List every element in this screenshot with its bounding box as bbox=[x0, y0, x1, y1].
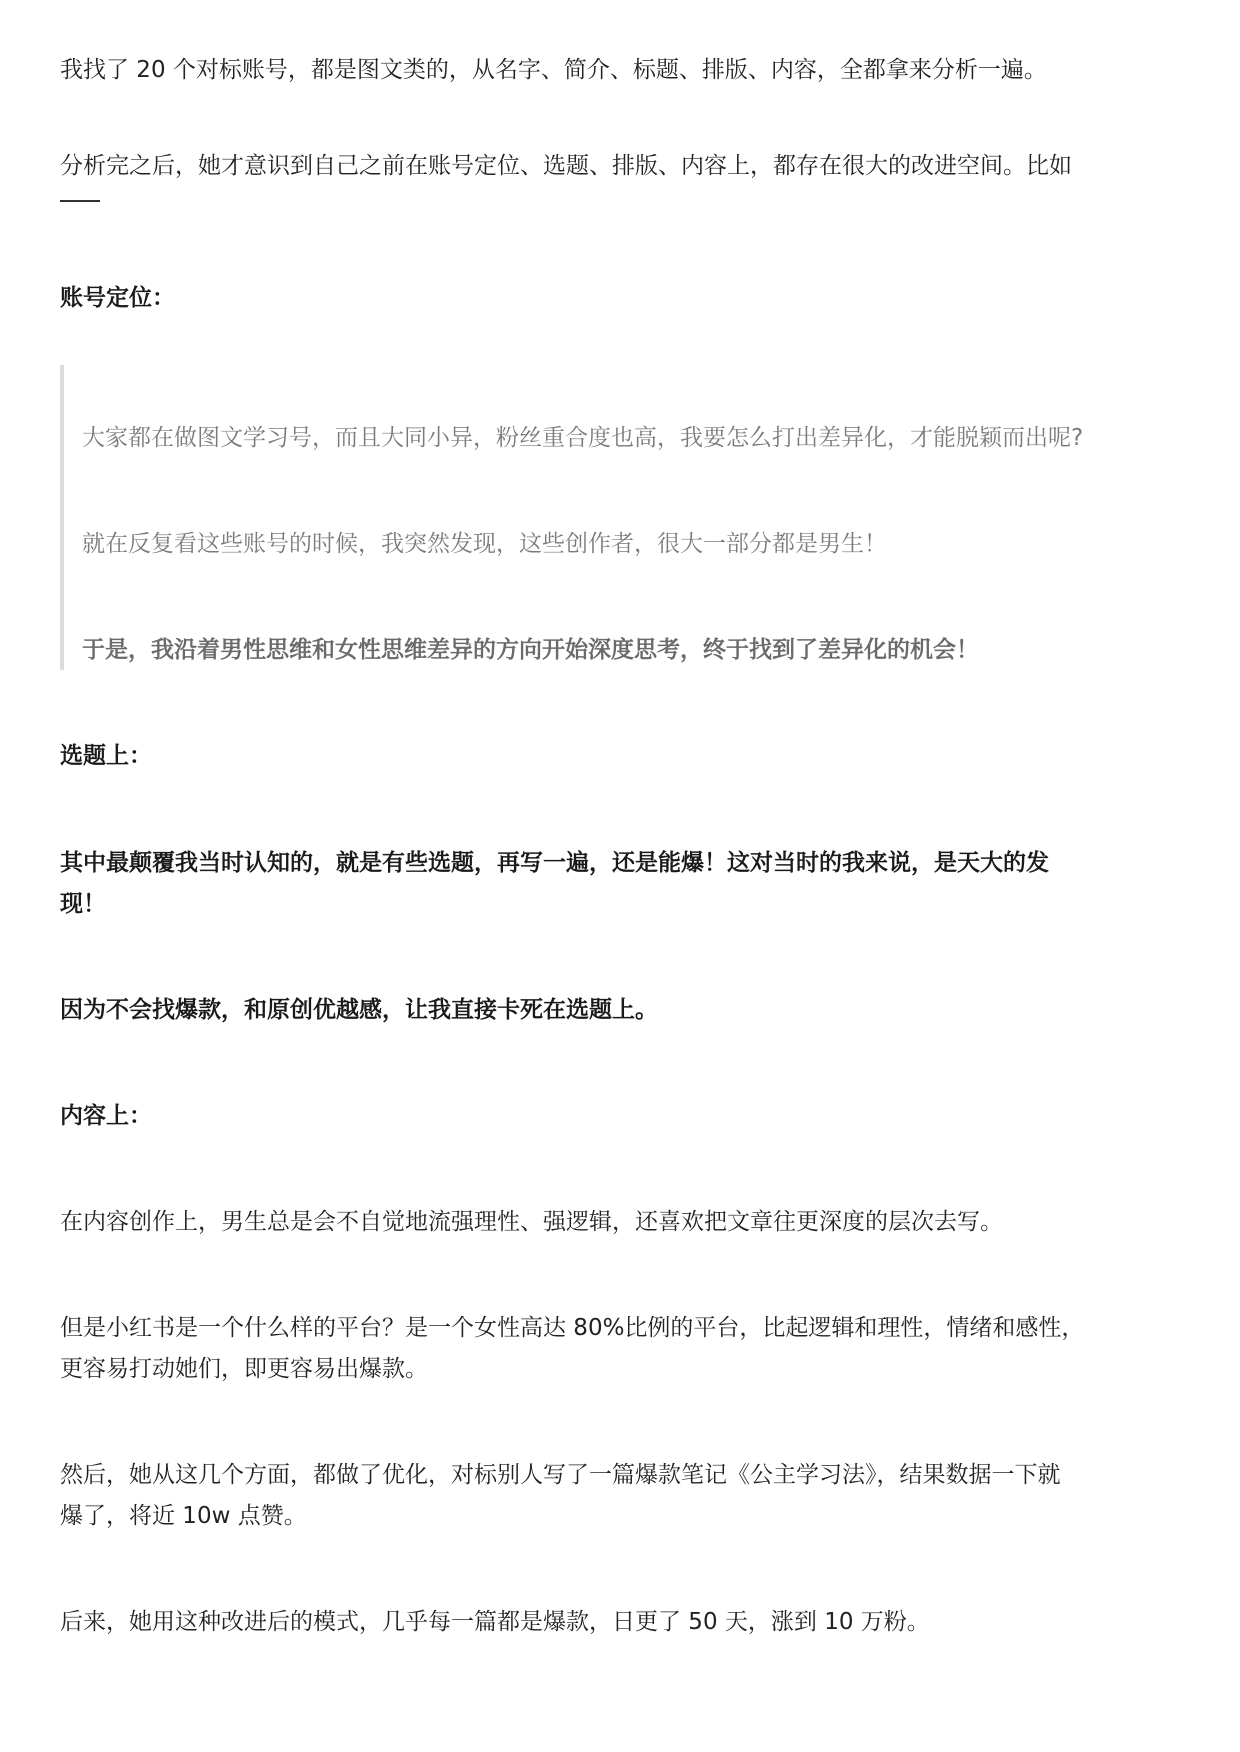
heading-account-positioning: 账号定位： bbox=[60, 285, 175, 311]
paragraph-platform-line1: 但是小红书是一个什么样的平台？是一个女性高达 80%比例的平台，比起逻辑和理性，情绪和感性， bbox=[60, 1315, 1085, 1341]
paragraph-platform-line2: 更容易打动她们，即更容易出爆款。 bbox=[60, 1356, 428, 1382]
quote-line-opportunity: 于是，我沿着男性思维和女性思维差异的方向开始深度思考，终于找到了差异化的机会！ bbox=[82, 637, 979, 663]
quote-line-homogeneous: 大家都在做图文学习号，而且大同小异，粉丝重合度也高，我要怎么打出差异化，才能脱颖而出呢? bbox=[82, 425, 1084, 451]
heading-content: 内容上： bbox=[60, 1103, 152, 1129]
paragraph-optimization-line1: 然后，她从这几个方面，都做了优化，对标别人写了一篇爆款笔记《公主学习法》，结果数据一下就 bbox=[60, 1462, 1061, 1488]
heading-topic-selection: 选题上： bbox=[60, 743, 152, 769]
paragraph-topic-insight-line2: 现！ bbox=[60, 891, 106, 917]
paragraph-analysis-result: 分析完之后，她才意识到自己之前在账号定位、选题、排版、内容上，都存在很大的改进空间。比如 bbox=[60, 153, 1072, 179]
dash-divider bbox=[60, 200, 100, 202]
paragraph-growth-result: 后来，她用这种改进后的模式，几乎每一篇都是爆款，日更了 50 天，涨到 10 万粉。 bbox=[60, 1609, 930, 1635]
paragraph-optimization-line2: 爆了，将近 10w 点赞。 bbox=[60, 1503, 307, 1529]
paragraph-male-creators: 在内容创作上，男生总是会不自觉地流强理性、强逻辑，还喜欢把文章往更深度的层次去写。 bbox=[60, 1209, 1003, 1235]
paragraph-stuck-on-topics: 因为不会找爆款，和原创优越感，让我直接卡死在选题上。 bbox=[60, 997, 658, 1023]
quote-line-discovery: 就在反复看这些账号的时候，我突然发现，这些创作者，很大一部分都是男生！ bbox=[82, 531, 887, 557]
paragraph-benchmark-accounts: 我找了 20 个对标账号，都是图文类的，从名字、简介、标题、排版、内容，全都拿来分析一遍。 bbox=[60, 57, 1047, 83]
blockquote-bar bbox=[60, 365, 64, 670]
paragraph-topic-insight-line1: 其中最颠覆我当时认知的，就是有些选题，再写一遍，还是能爆！这对当时的我来说，是天大的发 bbox=[60, 850, 1049, 876]
